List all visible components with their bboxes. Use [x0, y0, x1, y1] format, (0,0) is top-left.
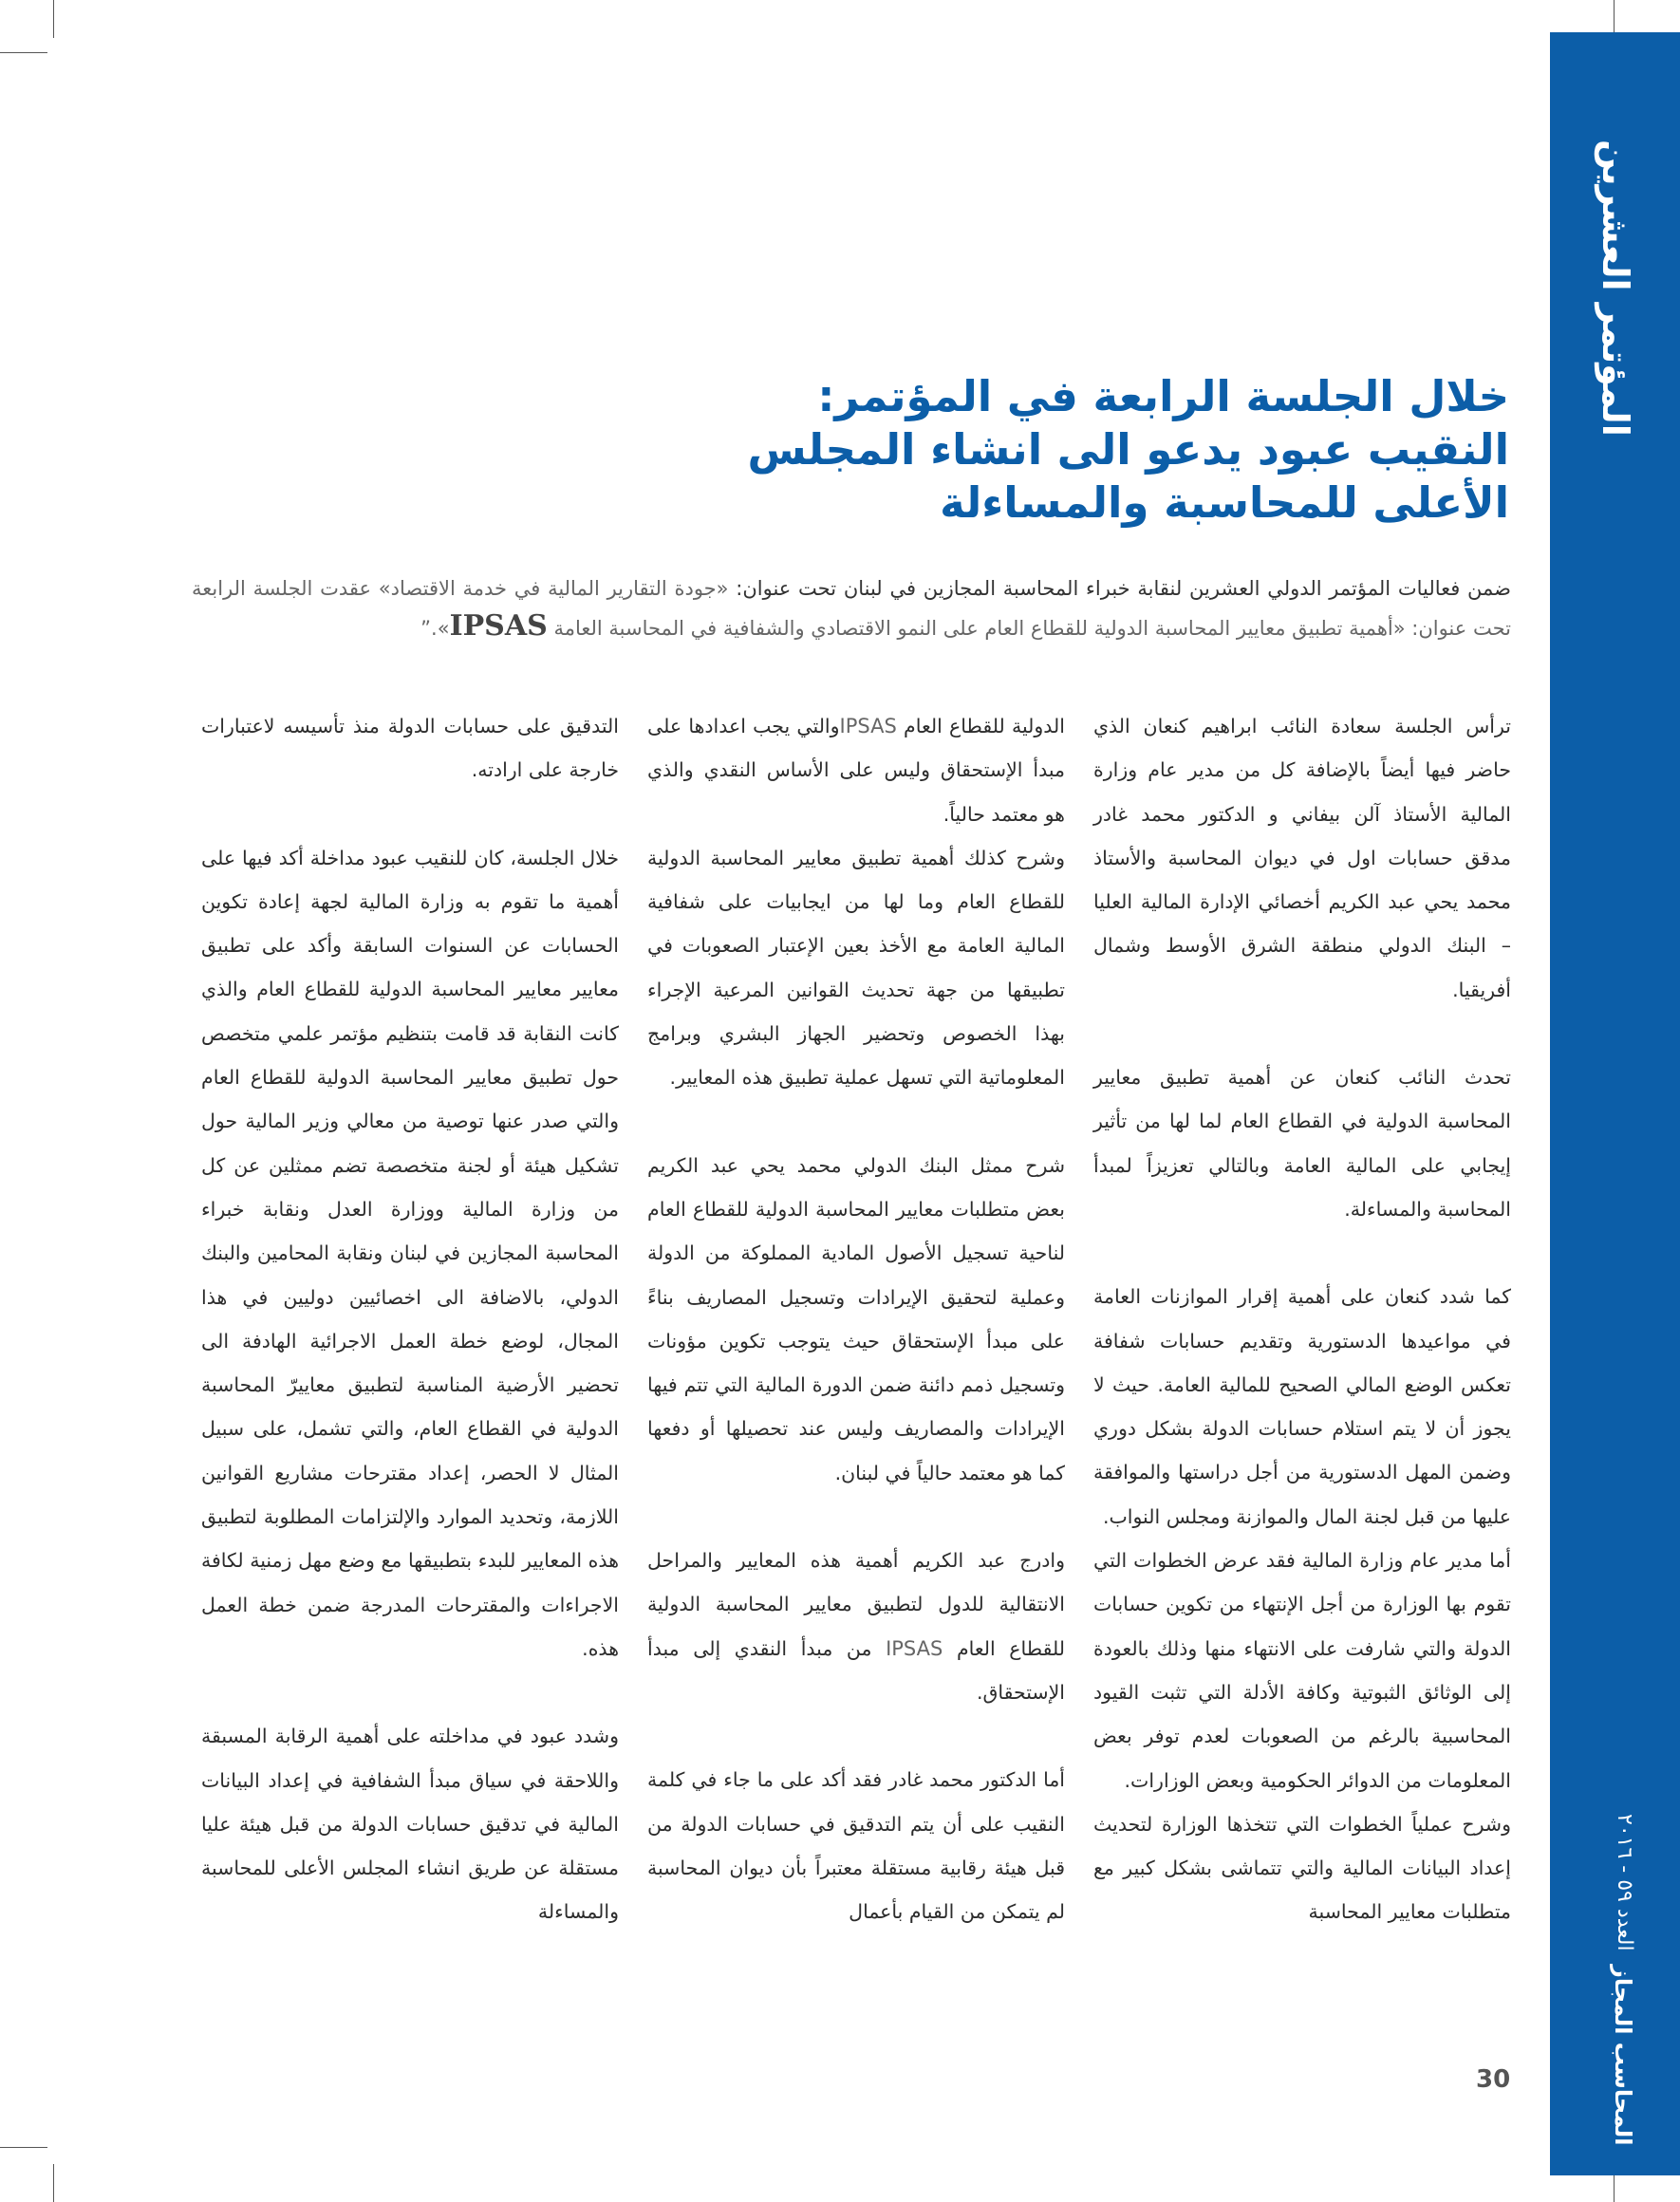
- paragraph: تحدث النائب كنعان عن أهمية تطبيق معايير المحاسبة الدولية في القطاع العام لما لها من تأثير إيجابي على المالية العامة وبالتالي تعزيزاً لمبدأ المحاسبة والمساءلة.: [1093, 1066, 1511, 1221]
- paragraph: وشرح كذلك أهمية تطبيق معايير المحاسبة الدولية للقطاع العام وما لها من ايجابيات على شفافية المالية العامة مع الأخذ بعين الإعتبار الصعوبات في تطبيقها من جهة تحديث القوانين المرعية الإجراء بهذا الخصوص وتحضير الجهاز البشري وبرامج المعلوماتية التي تسهل عملية تطبيق هذه المعايير.: [647, 846, 1065, 1090]
- paragraph: [647, 1539, 1065, 1714]
- magazine-footer: [1598, 1765, 1636, 2145]
- crop-mark: [53, 2164, 54, 2202]
- column-3: [201, 704, 619, 1978]
- paragraph: وشدد عبود في مداخلته على أهمية الرقابة المسبقة واللاحقة في سياق مبدأ الشفافية في إعداد البيانات المالية في تدقيق حسابات الدولة من قبل هيئة عليا مستقلة عن طريق انشاء المجلس الأعلى للمحاسبة والمساءلة: [201, 1725, 619, 1924]
- title-line-3: الأعلى للمحاسبة والمساءلة: [940, 477, 1509, 528]
- column-2: [647, 704, 1065, 1977]
- paragraph: خلال الجلسة، كان للنقيب عبود مداخلة أكد فيها على أهمية ما تقوم به وزارة المالية لجهة إعادة تكوين الحسابات عن السنوات السابقة وأكد على تطبيق معايير معايير المحاسبة الدولية للقطاع العام والذي كانت النقابة قد قامت بتنظيم مؤتمر علمي متخصص حول تطبيق معايير المحاسبة الدولية للقطاع العام والتي صدر عنها توصية من معالي وزير المالية حول تشكيل هيئة أو لجنة متخصصة تضم ممثلين عن كل من وزارة المالية ووزارة العدل ونقابة خبراء المحاسبة المجازين في لبنان ونقابة المحامين والبنك الدولي، بالاضافة الى اخصائيين دوليين في هذا المجال، لوضع خطة العمل الاجرائية الهادفة الى تحضير الأرضية المناسبة لتطبيق معاييرّ المحاسبة الدولية في القطاع العام، والتي تشمل، على سبيل المثال لا الحصر، إعداد مقترحات مشاريع القوانين اللازمة، وتحديد الموارد والإلتزامات المطلوبة لتطبيق هذه المعايير للبدء بتطبيقها مع وضع مهل زمنية لكافة الاجراءات والمقترحات المدرجة ضمن خطة العمل هذه.: [201, 846, 619, 1660]
- paragraph: وشرح عملياً الخطوات التي تتخذها الوزارة لتحديث إعداد البيانات المالية والتي تتماشى بشكل كبير مع متطلبات معايير المحاسبة: [1093, 1812, 1511, 1924]
- intro-end: ».”: [420, 617, 450, 640]
- paragraph: شرح ممثل البنك الدولي محمد يحي عبد الكريم بعض متطلبات معايير المحاسبة الدولية للقطاع العام لناحية تسجيل الأصول المادية المملوكة من الدولة وعملية لتحقيق الإيرادات وتسجيل المصاريف بناءً على مبدأ الإستحقاق حيث يتوجب تكوين مؤونات وتسجيل ذمم دائنة ضمن الدورة المالية التي تتم فيها الإيرادات والمصاريف وليس عند تحصيلها أو دفعها كما هو معتمد حالياً في لبنان.: [647, 1153, 1065, 1484]
- intro-lead: ضمن فعاليات المؤتمر الدولي العشرين لنقابة خبراء المحاسبة المجازين في لبنان تحت عنوان:: [736, 577, 1511, 600]
- text-run: من مبدأ النقدي إلى مبدأ الإستحقاق.: [647, 1636, 1065, 1704]
- intro-ipsas: IPSAS: [449, 609, 548, 643]
- paragraph: [647, 704, 1065, 836]
- crop-mark: [0, 52, 47, 53]
- issue-label: العدد ٥٩ - ٢٠١٦: [1613, 1813, 1636, 1951]
- paragraph: ترأس الجلسة سعادة النائب ابراهيم كنعان الذي حاضر فيها أيضاً بالإضافة كل من مدير عام وزارة المالية الأستاذ آلن بيفاني و الدكتور محمد غادر مدقق حسابات اول في ديوان المحاسبة والأستاذ محمد يحي عبد الكريم أخصائي الإدارة المالية العليا – البنك الدولي منطقة الشرق الأوسط وشمال أفريقيا.: [1093, 715, 1511, 1001]
- column-1: [1093, 704, 1511, 1978]
- intro-rest: «جودة التقارير المالية في خدمة الاقتصاد» عقدت الجلسة الرابعة تحت عنوان: «أهمية تطبيق معايير المحاسبة الدولية للقطاع العام على النمو الاقتصادي والشفافية في المحاسبة العامة: [192, 577, 1511, 640]
- paragraph: أما الدكتور محمد غادر فقد أكد على ما جاء في كلمة النقيب على أن يتم التدقيق في حسابات الدولة من قبل هيئة رقابية مستقلة معتبراً بأن ديوان المحاسبة لم يتمكن من القيام بأعمال: [647, 1768, 1065, 1924]
- ipsas-term: IPSAS: [886, 1636, 943, 1660]
- title-line-1: خلال الجلسة الرابعة في المؤتمر:: [817, 371, 1509, 421]
- paragraph: أما مدير عام وزارة المالية فقد عرض الخطوات التي تقوم بها الوزارة من أجل الإنتهاء من تكوين حسابات الدولة والتي شارفت على الانتهاء منها وذلك بالعودة إلى الوثائق الثبوتية وكافة الأدلة التي تثبت القيود المحاسبية بالرغم من الصعوبات لعدم توفر بعض المعلومات من الدوائر الحكومية وبعض الوزارات.: [1093, 1549, 1511, 1792]
- paragraph: كما شدد كنعان على أهمية إقرار الموازنات العامة في مواعيدها الدستورية وتقديم حسابات شفافة تعكس الوضع المالي الصحيح للمالية العامة. حيث لا يجوز أن لا يتم استلام حسابات الدولة بشكل دوري وضمن المهل الدستورية من أجل دراستها والموافقة عليها من قبل لجنة المال والموازنة ومجلس النواب.: [1093, 1285, 1511, 1528]
- section-label: المؤتمر العشرين: [1595, 140, 1636, 437]
- text-run: وادرج عبد الكريم أهمية هذه المعايير والمراحل الانتقالية للدول لتطبيق معايير المحاسبة الدولية للقطاع العام: [647, 1549, 1065, 1660]
- ipsas-term: IPSAS: [839, 715, 897, 737]
- text-run: والتي يجب اعدادها على مبدأ الإستحقاق وليس على الأساس النقدي والذي هو معتمد حالياً.: [647, 715, 1065, 826]
- text-run: الدولية للقطاع العام: [904, 715, 1065, 737]
- crop-mark: [0, 2147, 47, 2148]
- title-line-2: النقيب عبود يدعو الى انشاء المجلس: [747, 424, 1509, 475]
- paragraph: التدقيق على حسابات الدولة منذ تأسيسه لاعتبارات خارجة على ارادته.: [201, 715, 619, 782]
- article-title: [465, 370, 1509, 530]
- magazine-name: المحاسب المجاز: [1610, 1964, 1636, 2145]
- crop-mark: [53, 0, 54, 38]
- article-intro: [192, 569, 1511, 647]
- page-number: 30: [1476, 2065, 1511, 2094]
